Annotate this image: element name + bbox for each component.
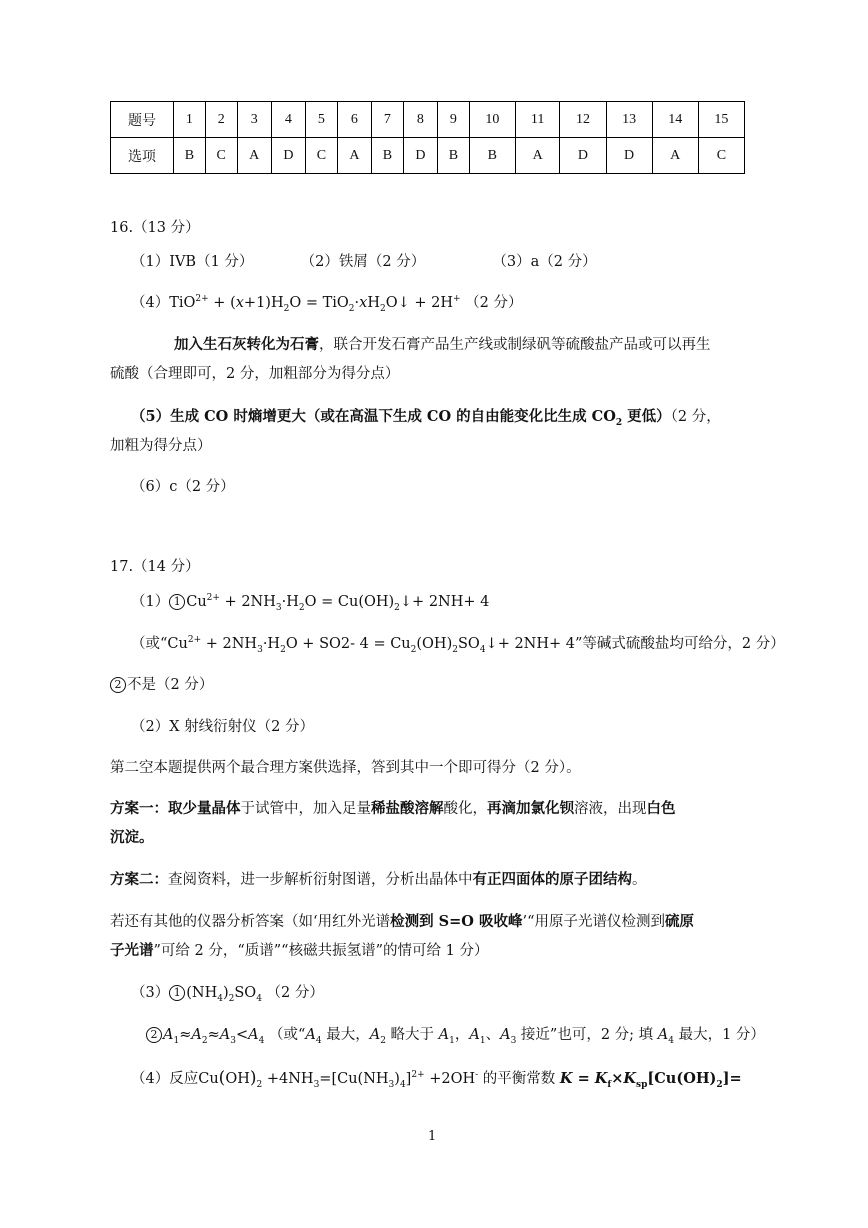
text: 于试管中，加入足量 [240,801,371,817]
text: 再滴加氯化钡 [487,800,574,817]
q16-part5 [131,407,721,427]
text: O↓ + 2H [385,295,453,311]
text: 白色 [646,800,676,817]
text: （或“ [264,1027,306,1043]
q17-header: 17.（14 分） [110,559,200,575]
answer-option: C [306,138,338,174]
answer-option: D [606,138,652,174]
text: × [611,1070,624,1087]
text: （4）TiO [131,295,196,311]
text: 酸化， [443,801,487,817]
q17-other-methods-cont [110,941,488,961]
q17-plan1 [110,799,676,819]
text: （1） [131,594,170,610]
text: ， [454,1027,470,1043]
text: [Cu(OH) [647,1070,717,1087]
text: 。 [632,872,647,888]
question-number: 4 [271,102,305,138]
text: 2 [280,644,286,655]
q16-header: 16.（13 分） [110,220,200,236]
question-number: 11 [515,102,560,138]
question-number: 3 [237,102,271,138]
text: 4 [217,993,223,1004]
text: ·H [281,594,299,610]
text: A [469,1027,480,1043]
text: O + SO2- 4 = Cu [285,636,411,652]
text: 2+ [411,1070,425,1081]
answer-table-number-row [111,102,745,138]
text: 的平衡常数 [478,1071,560,1087]
text: 最大， [321,1027,370,1043]
answer-option: D [560,138,606,174]
answer-option: B [174,138,206,174]
text: 2+ [195,294,209,305]
q17-part2-note: 第二空本题提供两个最合理方案供选择，答到其中一个即可得分（2 分）。 [110,760,581,776]
answer-option: C [205,138,237,174]
text: A [305,1027,316,1043]
text: 3 [275,602,282,613]
text: 2+ [187,635,202,646]
answer-table-option-row [111,138,745,174]
text: ·H [262,636,281,652]
text: +1)H [243,295,284,311]
question-number: 6 [337,102,371,138]
q17-plan1-cont: 沉淀。 [110,829,154,846]
text: O = TiO [289,295,349,311]
text: （5）生成 CO 时熵增更大（或在高温下生成 CO 的自由能变化比生成 CO [131,408,616,425]
text: 稀盐酸溶解 [371,800,444,817]
text: ↓+ 2NH+ 4”等碱式硫酸盐均可给分，2 分） [485,636,785,652]
text: 2 [298,602,305,613]
text: （2 分） [460,295,523,311]
text: A [163,1027,174,1043]
text: ，联合开发石膏产品生产线或制绿矾等硫酸盐产品或可以再生 [319,337,711,353]
text: ] [405,1071,412,1087]
text: 方案二： [110,871,168,888]
text: + 2NH [219,594,276,610]
q16-part6: （6）c（2 分） [131,479,235,495]
text: = [572,1070,595,1087]
circled-number: 2 [110,677,126,693]
question-number: 8 [403,102,437,138]
text: 2 [228,993,235,1004]
text: 4 [668,1035,674,1046]
text: - [475,1070,479,1081]
text: 不是（2 分） [127,677,214,693]
answer-option: A [652,138,698,174]
text: 方案一： [110,800,168,817]
q16-part2: （2）铁屑（2 分） [300,254,426,270]
text: x [359,295,368,311]
row-label-question-number: 题号 [111,102,174,138]
question-number: 15 [698,102,744,138]
text: 3 [257,644,263,655]
q16-part4-equation [131,293,523,313]
text: 接近”也可，2 分; 填 [516,1027,658,1043]
page-number: 1 [428,1129,437,1144]
text: 加入生石灰转化为石膏 [174,336,319,353]
text: 2 [615,417,623,428]
text: 查阅资料，进一步解析衍射图谱，分析出晶体中 [168,872,473,888]
text: 溶液，出现 [574,801,647,817]
text: 检测到 S=O 吸收峰 [390,913,523,930]
text: (NH [186,985,218,1001]
q17-plan2 [110,870,647,890]
text: 1 [479,1035,486,1046]
text: 3 [388,1079,395,1090]
answer-option: A [237,138,271,174]
q16-part3: （3）a（2 分） [492,254,597,270]
text: 更低） [622,408,671,425]
text: 2+ [206,593,220,604]
text: 3 [313,1079,320,1090]
text: ]= [722,1070,742,1087]
text: Cu [198,1071,219,1087]
text: (OH) [416,636,453,652]
text: A [219,1027,231,1043]
text: 3 [510,1035,517,1046]
text: 2 [379,303,386,314]
answer-table [110,101,745,174]
question-number: 14 [652,102,698,138]
text: 2 [201,1035,208,1046]
text: ( [218,1068,226,1088]
text: A [438,1027,450,1043]
text: 2 [283,303,290,314]
q16-part1: （1）IVB（1 分） [131,254,254,270]
text: ≈ [207,1027,220,1043]
text: ↓+ 2NH+ 4 [399,594,490,610]
text: Cu [186,594,207,610]
q17-part3-second [146,1025,765,1045]
question-number: 2 [205,102,237,138]
text: A [657,1027,669,1043]
text: A [369,1027,381,1043]
text: + 2NH [201,636,258,652]
answer-option: C [698,138,744,174]
text: H [367,295,380,311]
text: SO [234,985,257,1001]
text: 2 [716,1079,723,1090]
q17-part1-alternative [131,634,785,654]
text: 、 [485,1027,501,1043]
text: 2 [256,1079,263,1090]
text: 硫原 [665,913,694,930]
text: K [559,1070,573,1087]
answer-option: B [372,138,404,174]
text: ’“用原子光谱仪检测到 [522,914,665,930]
text: （4）反应 [131,1071,199,1087]
text: 4 [315,1035,322,1046]
q17-part1-equation [131,592,489,612]
answer-option: B [469,138,515,174]
text: （或“Cu [131,636,188,652]
text: ) [249,1068,257,1088]
text: ) [394,1071,400,1087]
text: +2OH [424,1071,476,1087]
text: ≈ [179,1027,192,1043]
text: 有正四面体的原子团结构 [472,871,632,888]
question-number: 9 [438,102,470,138]
text: （2 分， [670,409,721,425]
question-number: 13 [606,102,652,138]
text: 2 [348,303,355,314]
circled-number: 2 [146,1027,162,1043]
answer-option: D [271,138,305,174]
text: + [453,294,461,305]
text: 2 [380,1035,386,1046]
text: 1 [173,1035,180,1046]
text: 2 [394,602,400,613]
text: f [607,1079,612,1090]
question-number: 12 [560,102,606,138]
text: 子光谱 [110,942,154,959]
text: 略大于 [385,1027,439,1043]
text: 4 [479,644,486,655]
q16-part4-explain-cont: 硫酸（合理即可，2 分，加粗部分为得分点） [110,366,400,382]
text: =[Cu(NH [319,1071,389,1087]
row-label-option: 选项 [111,138,174,174]
text: A [500,1027,511,1043]
text: 4 [258,1035,265,1046]
text: ) [222,985,229,1001]
q16-part1-3 [131,252,597,272]
text: 取少量晶体 [168,800,241,817]
text: SO [457,636,480,652]
answer-option: A [337,138,371,174]
text: 1 [449,1035,455,1046]
text: 4 [399,1079,406,1090]
question-number: 5 [306,102,338,138]
text: x [235,295,244,311]
q17-other-methods [110,912,694,932]
text: 2 [410,644,417,655]
text: · [354,295,360,311]
question-number: 7 [372,102,404,138]
circled-number: 1 [169,594,185,610]
q16-part5-cont: 加粗为得分点） [110,438,212,454]
text: O = Cu(OH) [304,594,395,610]
text: 若还有其他的仪器分析答案（如‘用红外光谱 [110,914,391,930]
text: 2 [452,644,458,655]
q17-part4 [131,1068,742,1089]
text: 3 [230,1035,236,1046]
text: 最大，1 分） [673,1027,765,1043]
q17-part3 [131,983,324,1003]
q16-part4-explain [174,335,711,355]
text: ”可给 2 分，“质谱”“核磁共振氢谱”的情可给 1 分） [153,943,489,959]
text: 4 [256,993,262,1004]
answer-option: D [403,138,437,174]
text: < [235,1027,249,1043]
q17-part2: （2）X 射线衍射仪（2 分） [131,719,314,735]
text: （2 分） [261,985,324,1001]
text: （3） [131,985,170,1001]
text: A [248,1027,259,1043]
answer-option: B [438,138,470,174]
text: K [623,1070,637,1087]
text: + ( [208,295,236,311]
answer-option: A [515,138,560,174]
question-number: 1 [174,102,206,138]
text: +4NH [262,1071,314,1087]
text: K [594,1070,608,1087]
text: A [191,1027,202,1043]
question-number: 10 [469,102,515,138]
text: OH [225,1071,250,1087]
circled-number: 1 [169,985,185,1001]
text: sp [636,1079,648,1090]
q17-part1-second [110,675,213,695]
